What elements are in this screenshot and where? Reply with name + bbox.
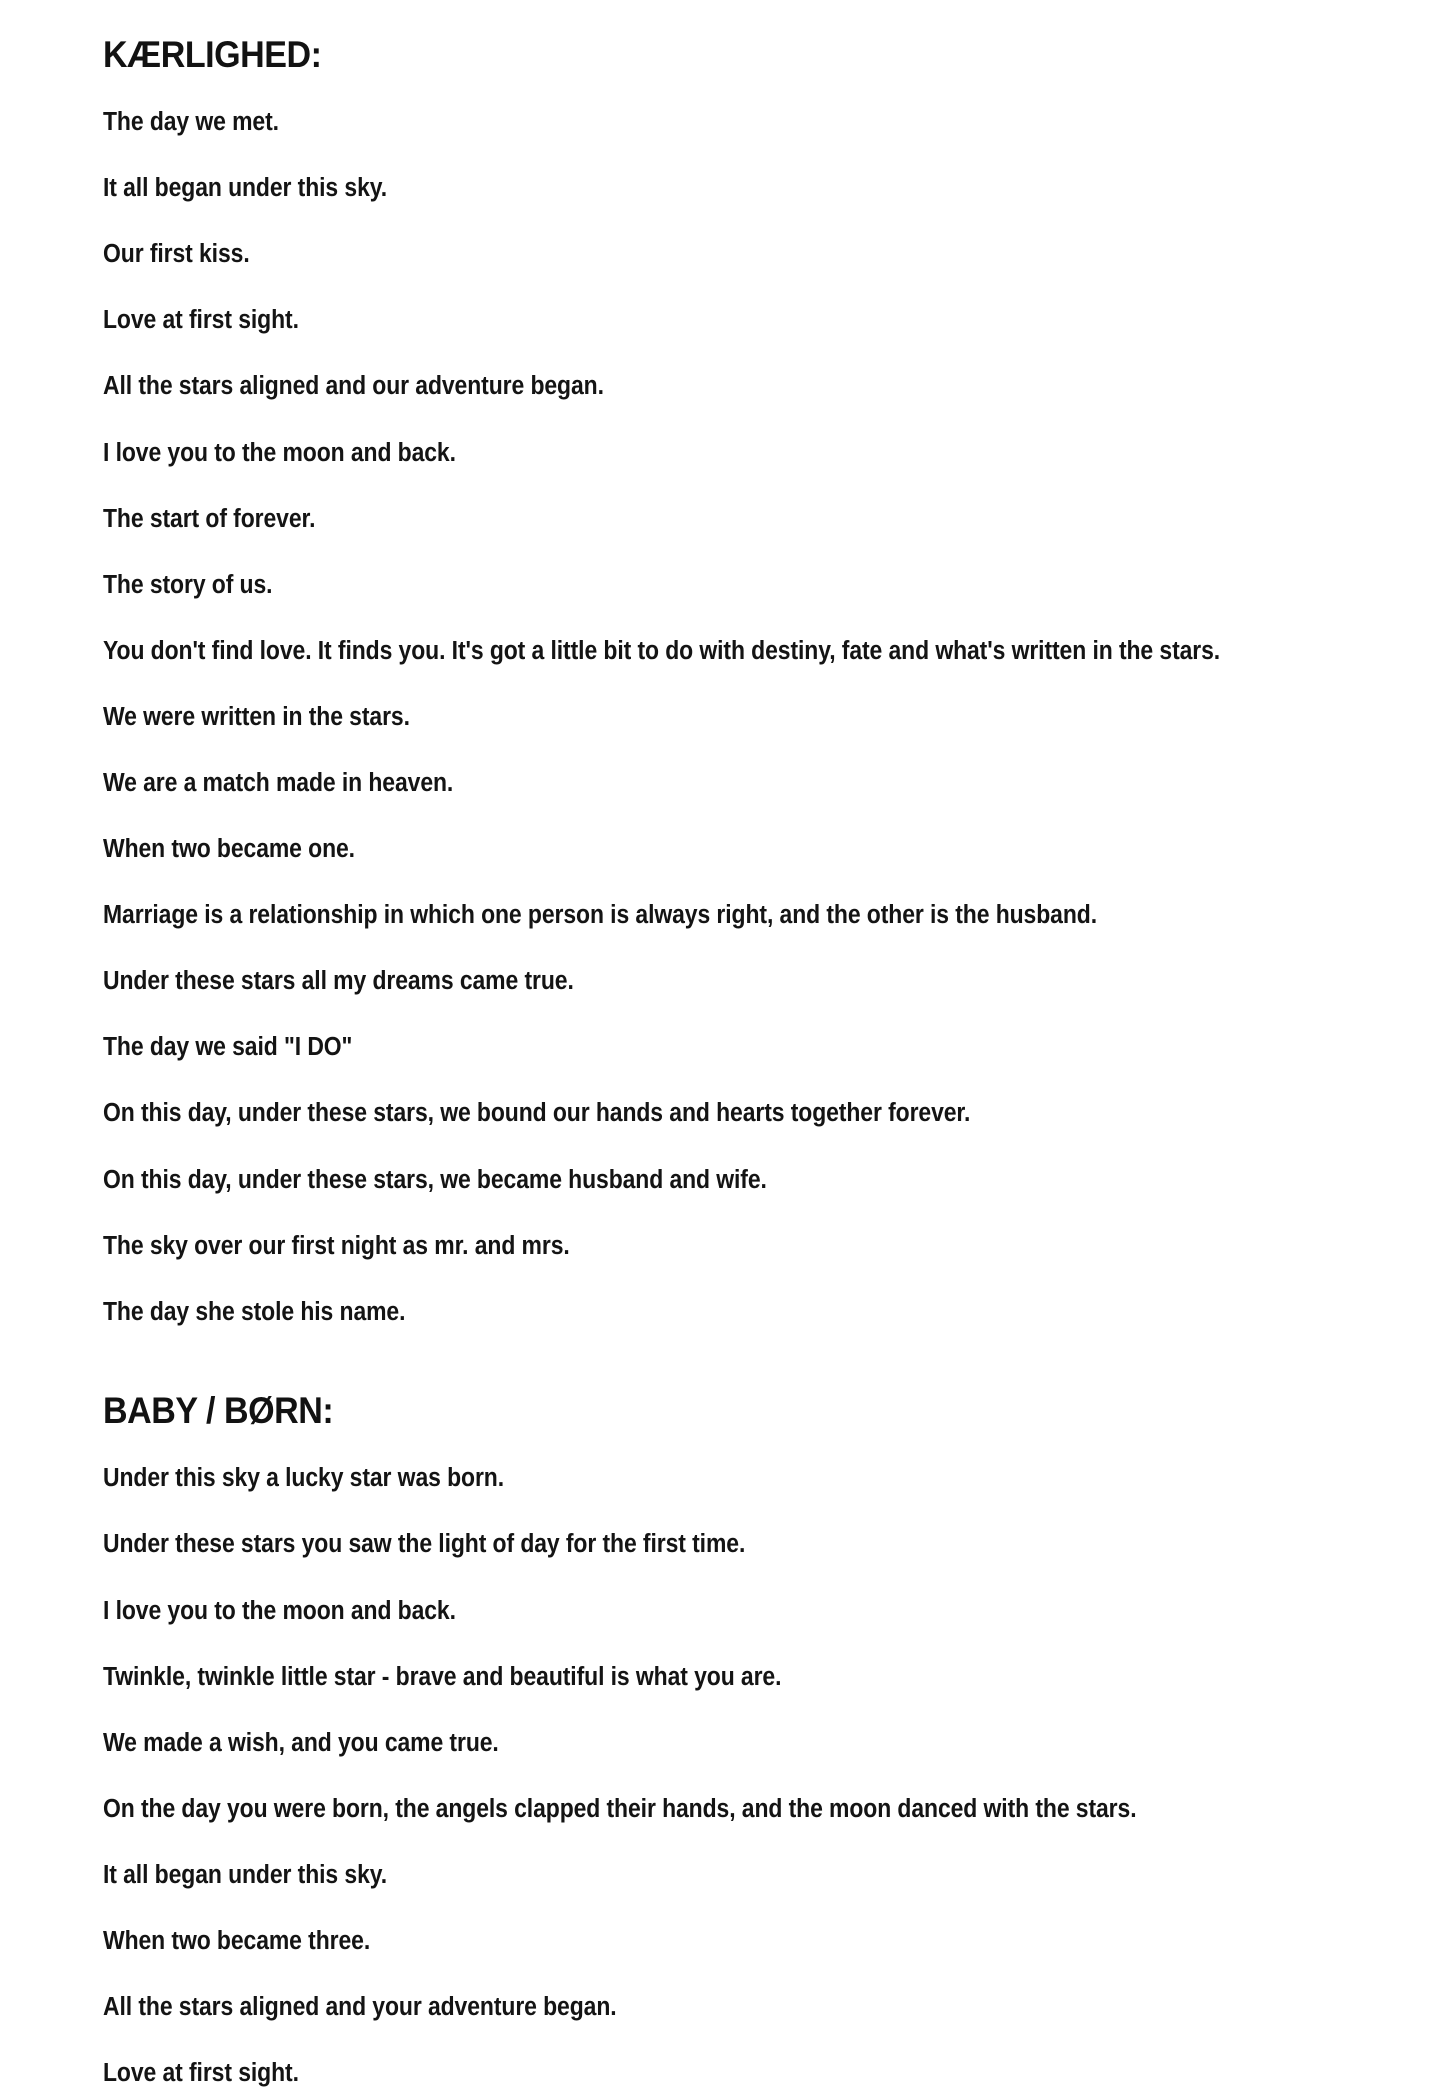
section-title: BABY / BØRN: <box>103 1390 334 1432</box>
text-line: It all began under this sky. <box>103 174 388 203</box>
section-title: KÆRLIGHED: <box>103 34 322 75</box>
text-line: All the stars aligned and your adventure began. <box>103 1993 617 2022</box>
section-lines <box>103 1458 1385 2093</box>
text-line: I love you to the moon and back. <box>103 1596 456 1625</box>
text-line: On this day, under these stars, we became husband and wife. <box>103 1165 767 1194</box>
text-line: Love at first sight. <box>103 306 299 335</box>
text-line: The day we said "I DO" <box>103 1033 353 1062</box>
text-line: The start of forever. <box>103 504 316 533</box>
text-line: You don't find love. It finds you. It's got a little bit to do with destiny, fate and what's written in the stars. <box>103 636 1221 665</box>
text-line: The sky over our first night as mr. and mrs. <box>103 1231 570 1260</box>
section-kaerlighed <box>103 34 1385 1332</box>
text-line: I love you to the moon and back. <box>103 438 456 467</box>
text-line: We are a match made in heaven. <box>103 768 454 797</box>
section-baby-born <box>103 1390 1385 2093</box>
text-line: It all began under this sky. <box>103 1860 388 1889</box>
text-line: When two became one. <box>103 835 355 864</box>
text-line: All the stars aligned and our adventure began. <box>103 372 604 401</box>
text-line: On this day, under these stars, we bound our hands and hearts together forever. <box>103 1099 971 1128</box>
text-line: Under this sky a lucky star was born. <box>103 1464 505 1493</box>
text-line: We made a wish, and you came true. <box>103 1728 499 1757</box>
text-line: The story of us. <box>103 570 273 599</box>
text-line: The day she stole his name. <box>103 1297 406 1326</box>
text-line: On the day you were born, the angels clapped their hands, and the moon danced with the stars. <box>103 1794 1137 1823</box>
text-line: Under these stars you saw the light of day for the first time. <box>103 1530 746 1559</box>
text-line: Under these stars all my dreams came true. <box>103 967 574 996</box>
text-line: The day we met. <box>103 108 279 137</box>
text-line: Marriage is a relationship in which one person is always right, and the other is the husband. <box>103 901 1097 930</box>
text-line: Twinkle, twinkle little star - brave and beautiful is what you are. <box>103 1662 782 1691</box>
text-line: Our first kiss. <box>103 240 250 269</box>
text-line: We were written in the stars. <box>103 702 410 731</box>
text-line: When two became three. <box>103 1927 371 1956</box>
section-lines <box>103 102 1385 1332</box>
text-line: Love at first sight. <box>103 2059 299 2088</box>
